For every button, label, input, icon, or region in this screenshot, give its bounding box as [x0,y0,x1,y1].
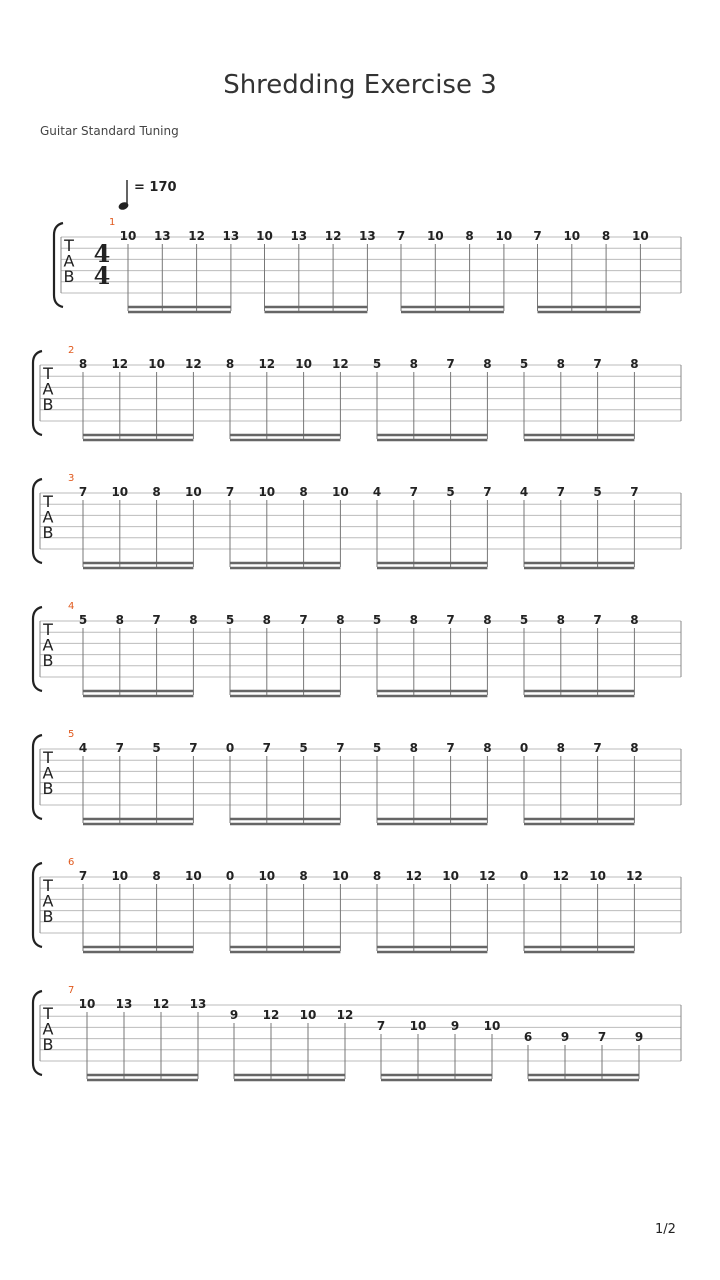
tab-clef-letter: T [43,364,53,383]
fret-number: 10 [185,869,202,883]
measure-number: 4 [68,601,75,612]
fret-number: 12 [185,357,202,371]
system-bracket [33,607,42,691]
tab-system-svg [0,345,720,478]
fret-number: 5 [372,357,382,371]
fret-number: 8 [115,613,124,627]
fret-number: 8 [556,357,565,371]
fret-number: 0 [225,741,235,755]
tab-clef-letter: A [42,891,54,911]
time-signature-bottom: 4 [93,261,111,290]
fret-number: 8 [409,357,418,371]
tab-clef-letter: B [42,779,54,798]
tab-system-svg [0,985,720,1118]
fret-number: 7 [483,485,492,499]
fret-number: 5 [225,613,235,627]
tab-clef-letter: B [42,1035,54,1054]
tab-clef-letter: T [43,620,53,639]
fret-number: 7 [152,613,161,627]
fret-number: 12 [152,997,170,1011]
fret-number: 4 [372,485,382,499]
tab-system [0,857,720,990]
measure-number: 7 [68,985,75,996]
fret-number: 13 [290,229,308,243]
fret-number: 12 [336,1008,354,1022]
fret-number: 8 [465,229,474,243]
fret-number: 8 [299,485,308,499]
system-bracket [54,223,63,307]
fret-number: 7 [593,613,602,627]
fret-number: 8 [601,229,611,243]
system-bracket [33,735,42,819]
fret-number: 8 [78,357,88,371]
fret-number: 5 [593,485,602,499]
fret-number: 13 [189,997,207,1011]
fret-number: 10 [258,869,276,883]
fret-number: 10 [426,229,444,243]
tab-system-svg [0,857,720,990]
fret-number: 8 [483,741,492,755]
fret-number: 12 [262,1008,280,1022]
tab-system [0,601,720,734]
fret-number: 13 [222,229,240,243]
fret-number: 4 [519,485,529,499]
fret-number: 8 [630,741,639,755]
measure-number: 1 [109,217,116,228]
fret-number: 12 [111,357,129,371]
system-bracket [33,863,42,947]
fret-number: 7 [446,741,455,755]
fret-number: 7 [556,485,565,499]
time-signature-top: 4 [93,239,111,268]
fret-number: 10 [495,229,513,243]
tab-clef-letter: A [42,507,54,527]
tab-system-svg [0,217,720,350]
fret-number: 13 [115,997,133,1011]
fret-number: 5 [372,613,382,627]
fret-number: 10 [563,229,581,243]
fret-number: 8 [409,613,418,627]
system-bracket [33,351,42,435]
fret-number: 5 [152,741,161,755]
fret-number: 8 [152,485,161,499]
fret-number: 10 [442,869,459,883]
fret-number: 5 [519,357,529,371]
fret-number: 13 [153,229,171,243]
quarter-note-icon [118,178,132,212]
fret-number: 8 [189,613,198,627]
measure-number: 6 [68,857,75,868]
tab-clef-letter: B [63,267,75,286]
fret-number: 10 [409,1019,427,1033]
fret-number: 9 [634,1030,644,1044]
fret-number: 12 [626,869,643,883]
tab-clef-letter: T [43,492,53,511]
fret-number: 7 [78,485,88,499]
fret-number: 12 [479,869,496,883]
fret-number: 8 [556,613,565,627]
fret-number: 10 [111,869,129,883]
fret-number: 7 [593,741,602,755]
fret-number: 12 [405,869,423,883]
fret-number: 12 [552,869,570,883]
fret-number: 8 [483,613,492,627]
fret-number: 5 [299,741,308,755]
tab-system-svg [0,601,720,734]
fret-number: 13 [359,229,376,243]
tab-system [0,473,720,606]
fret-number: 8 [409,741,418,755]
tempo-value: = 170 [134,180,177,195]
tab-clef-letter: T [43,748,53,767]
fret-number: 10 [78,997,96,1011]
fret-number: 8 [630,357,639,371]
tab-system [0,729,720,862]
tab-system [0,217,720,350]
fret-number: 7 [336,741,345,755]
tab-clef-letter: T [43,876,53,895]
fret-number: 10 [332,485,349,499]
fret-number: 4 [78,741,88,755]
fret-number: 10 [295,357,312,371]
tab-system [0,345,720,478]
fret-number: 8 [336,613,345,627]
fret-number: 0 [519,869,529,883]
fret-number: 0 [519,741,529,755]
fret-number: 8 [152,869,161,883]
fret-number: 8 [630,613,639,627]
tuning-label: Guitar Standard Tuning [40,124,179,138]
fret-number: 12 [332,357,349,371]
fret-number: 8 [262,613,271,627]
tab-system [0,985,720,1118]
fret-number: 8 [483,357,492,371]
fret-number: 7 [115,741,124,755]
fret-number: 10 [185,485,202,499]
fret-number: 7 [597,1030,607,1044]
measure-number: 3 [68,473,75,484]
tab-system-svg [0,473,720,606]
fret-number: 10 [119,229,137,243]
fret-number: 7 [446,357,455,371]
fret-number: 12 [324,229,342,243]
fret-number: 7 [376,1019,386,1033]
fret-number: 5 [372,741,382,755]
fret-number: 7 [396,229,406,243]
score-title: Shredding Exercise 3 [223,70,497,100]
fret-number: 7 [409,485,418,499]
fret-number: 8 [372,869,382,883]
fret-number: 7 [262,741,271,755]
tab-clef-letter: A [42,635,54,655]
tab-clef-letter: T [43,1004,53,1023]
tab-clef-letter: B [42,395,54,414]
fret-number: 8 [556,741,565,755]
fret-number: 5 [78,613,88,627]
tab-clef-letter: A [42,1019,54,1039]
system-bracket [33,991,42,1075]
fret-number: 7 [446,613,455,627]
fret-number: 6 [523,1030,533,1044]
fret-number: 7 [189,741,198,755]
page-number: 1/2 [655,1222,676,1237]
fret-number: 5 [446,485,455,499]
fret-number: 12 [258,357,276,371]
fret-number: 7 [299,613,308,627]
fret-number: 10 [148,357,165,371]
fret-number: 10 [632,229,649,243]
system-bracket [33,479,42,563]
tab-clef-letter: B [42,907,54,926]
fret-number: 9 [229,1008,239,1022]
fret-number: 0 [225,869,235,883]
fret-number: 10 [111,485,129,499]
tab-clef-letter: B [42,523,54,542]
fret-number: 7 [533,229,542,243]
fret-number: 7 [78,869,88,883]
tab-clef-letter: T [64,236,74,255]
fret-number: 10 [589,869,606,883]
fret-number: 10 [258,485,276,499]
tab-clef-letter: B [42,651,54,670]
fret-number: 9 [450,1019,460,1033]
fret-number: 8 [299,869,308,883]
fret-number: 7 [630,485,639,499]
fret-number: 5 [519,613,529,627]
tab-clef-letter: A [42,379,54,399]
fret-number: 7 [225,485,235,499]
fret-number: 10 [483,1019,501,1033]
fret-number: 7 [593,357,602,371]
fret-number: 8 [225,357,235,371]
measure-number: 5 [68,729,75,740]
fret-number: 10 [299,1008,317,1022]
fret-number: 9 [560,1030,570,1044]
fret-number: 10 [256,229,273,243]
tab-system-svg [0,729,720,862]
measure-number: 2 [68,345,75,356]
fret-number: 12 [188,229,205,243]
tab-clef-letter: A [63,251,75,271]
fret-number: 10 [332,869,349,883]
tab-clef-letter: A [42,763,54,783]
